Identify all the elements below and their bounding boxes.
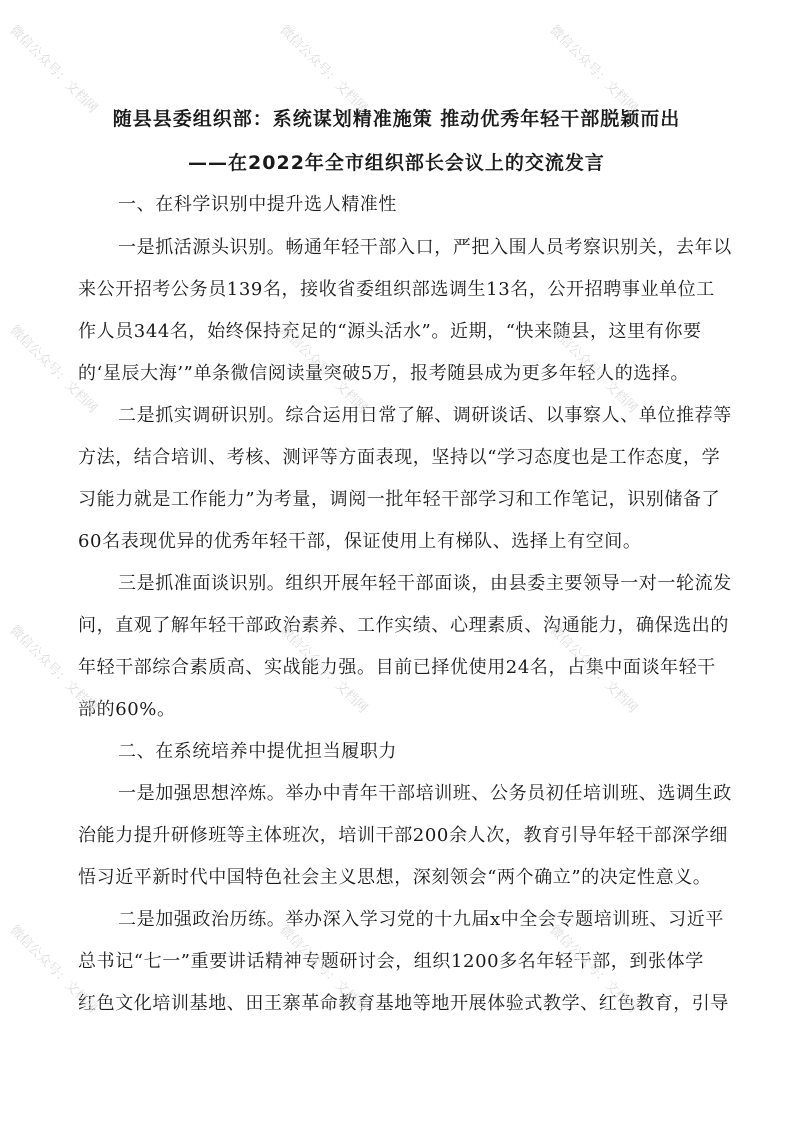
watermark: 微信公众号：文档网 [546, 322, 640, 417]
watermark: 微信公众号：文档网 [276, 622, 370, 717]
watermark: 微信公众号：文档网 [276, 922, 370, 1017]
paragraph-line: 60名表现优异的优秀年轻干部，保证使用上有梯队、选择上有空间。 [78, 531, 642, 552]
watermark: 微信公众号：文档网 [6, 922, 100, 1017]
watermark: 微信公众号：文档网 [6, 622, 100, 717]
paragraph-line: 一是抓活源头识别。畅通年轻干部入口，严把入围人员考察识别关，去年以 [118, 237, 732, 258]
paragraph-line: 年轻干部综合素质高、实战能力强。目前已择优使用24名，占集中面谈年轻干 [78, 657, 716, 678]
paragraph-line: 作人员344名，始终保持充足的“源头活水”。近期，“快来随县，这里有你要 [78, 321, 702, 342]
section-heading: 二、在系统培养中提优担当履职力 [118, 741, 397, 762]
paragraph-line: 三是抓准面谈识别。组织开展年轻干部面谈，由县委主要领导一对一轮流发 [118, 573, 732, 594]
watermark: 微信公众号：文档网 [6, 322, 100, 417]
paragraph-line: 二是抓实调研识别。综合运用日常了解、调研谈话、以事察人、单位推荐等 [118, 405, 732, 426]
paragraph-line: 问，直观了解年轻干部政治素养、工作实绩、心理素质、沟通能力，确保选出的 [78, 615, 729, 636]
paragraph-line: 习能力就是工作能力”为考量，调阅一批年轻干部学习和工作笔记，识别储备了 [78, 489, 721, 510]
watermark: 微信公众号：文档网 [546, 622, 640, 717]
paragraph-line: 部的60%。 [78, 699, 176, 720]
paragraph-line: 的‘星辰大海’”单条微信阅读量突破5万，报考随县成为更多年轻人的选择。 [78, 363, 690, 384]
paragraph-line: 来公开招考公务员139名，接收省委组织部选调生13名，公开招聘事业单位工 [78, 279, 715, 300]
document-title: 随县县委组织部：系统谋划精准施策 推动优秀年轻干部脱颖而出 [112, 108, 681, 130]
paragraph-line: 总书记“七一”重要讲话精神专题研讨会，组织1200多名年轻干部，到张体学 [78, 951, 704, 972]
paragraph-line: 一是加强思想淬炼。举办中青年干部培训班、公务员初任培训班、选调生政 [118, 783, 732, 804]
watermark: 微信公众号：文档网 [546, 922, 640, 1017]
watermark: 微信公众号：文档网 [546, 22, 640, 117]
paragraph-line: 红色文化培训基地、田王寨革命教育基地等地开展体验式教学、红色教育，引导 [78, 993, 729, 1014]
document-subtitle: ——在2022年全市组织部长会议上的交流发言 [188, 152, 605, 174]
watermark: 微信公众号：文档网 [276, 22, 370, 117]
paragraph-line: 二是加强政治历练。举办深入学习党的十九届x中全会专题培训班、习近平 [118, 909, 724, 930]
paragraph-line: 悟习近平新时代中国特色社会主义思想，深刻领会“两个确立”的决定性意义。 [78, 867, 712, 888]
paragraph-line: 方法，结合培训、考核、测评等方面表现，坚持以“学习态度也是工作态度，学 [78, 447, 721, 468]
paragraph-line: 治能力提升研修班等主体班次，培训干部200余人次，教育引导年轻干部深学细 [78, 825, 728, 846]
watermark: 微信公众号：文档网 [6, 22, 100, 117]
watermark: 微信公众号：文档网 [276, 322, 370, 417]
section-heading: 一、在科学识别中提升选人精准性 [118, 194, 397, 215]
